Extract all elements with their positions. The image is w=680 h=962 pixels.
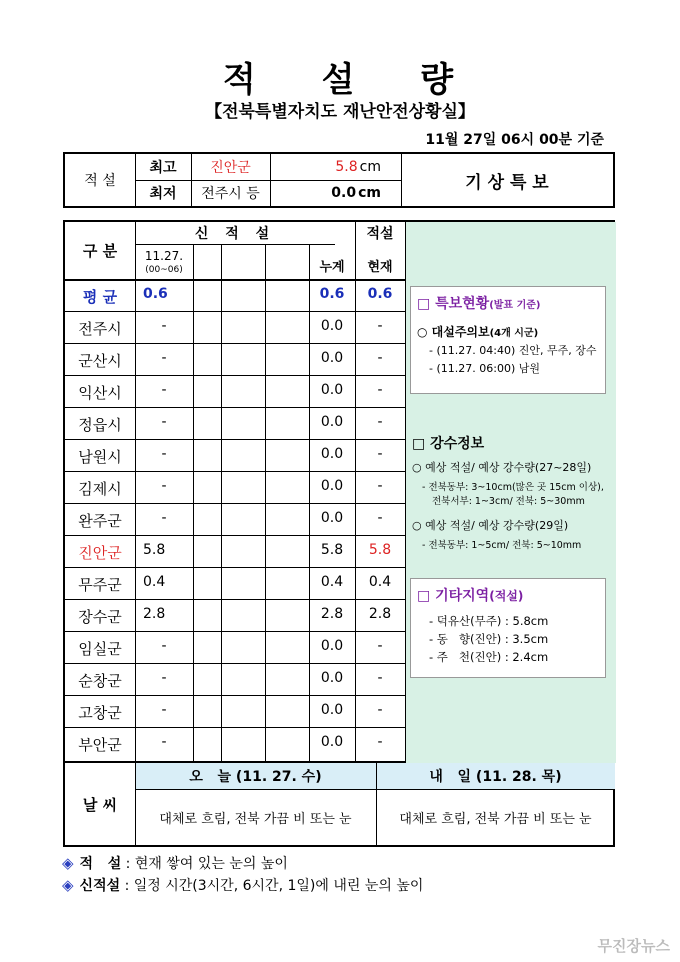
row-new-snow: -: [161, 638, 167, 654]
row-total: 0.0: [320, 670, 344, 686]
row-current: 5.8: [368, 542, 392, 558]
row-new-snow: -: [161, 702, 167, 718]
row-new-snow: -: [161, 414, 167, 430]
row-total: 0.0: [320, 414, 344, 430]
row-total: 0.0: [320, 638, 344, 654]
precip-title: □ 강수정보: [412, 436, 485, 452]
row-total: 0.0: [320, 318, 344, 334]
min-region: 전주시 등: [201, 186, 260, 202]
row-total: 0.4: [320, 574, 344, 590]
diamond-icon: ◈: [62, 876, 74, 894]
row-region-name: 장수군: [78, 608, 122, 626]
row-region-name: 무주군: [78, 576, 122, 594]
other-line2: - 동 향(진안) : 3.5cm: [429, 632, 549, 646]
row-region-name: 정읍시: [78, 416, 122, 434]
row-current: -: [377, 318, 383, 334]
min-unit: cm: [358, 185, 381, 201]
row-region-name: 진안군: [78, 544, 122, 562]
row-new-snow: -: [161, 446, 167, 462]
row-region-name: 순창군: [78, 672, 122, 690]
row-current: -: [377, 350, 383, 366]
warning-line1: - (11.27. 04:40) 진안, 무주, 장수: [429, 344, 597, 357]
warning-title: □ 특보현황: [417, 296, 490, 312]
max-value: 5.8: [335, 159, 358, 175]
page-subtitle: 【전북특별자치도 재난안전상황실】: [205, 102, 475, 122]
row-current: -: [377, 638, 383, 654]
row-total: 0.6: [319, 286, 345, 302]
precip-a-line2: 전북서부: 1~3cm/ 전북: 5~30mm: [432, 496, 585, 507]
row-total: 5.8: [320, 542, 344, 558]
row-new-snow: -: [161, 478, 167, 494]
row-current: -: [377, 510, 383, 526]
warning-item: ○ 대설주의보: [417, 325, 490, 339]
row-total: 0.0: [320, 478, 344, 494]
footnote-2: [62, 875, 423, 895]
page-title: 적 설 량: [222, 60, 458, 100]
row-new-snow: 0.4: [143, 574, 166, 590]
footnote-1: [62, 853, 288, 873]
summary-table: [63, 152, 615, 208]
footnote-1-desc: : 현재 쌓여 있는 눈의 높이: [125, 856, 288, 872]
row-region-name: 익산시: [78, 384, 122, 402]
info-panel: [405, 222, 616, 763]
other-title: □ 기타지역: [417, 588, 490, 604]
row-new-snow: -: [161, 350, 167, 366]
row-new-snow: -: [161, 670, 167, 686]
warning-title-note: (발표 기준): [489, 300, 541, 311]
row-new-snow: -: [161, 318, 167, 334]
col-current: 현재: [367, 260, 393, 275]
weather-tomorrow-header: 내 일 (11. 28. 목): [429, 769, 562, 785]
weather-label: 날 씨: [82, 795, 118, 814]
other-line1: - 덕유산(무주) : 5.8cm: [429, 614, 549, 628]
row-current: -: [377, 446, 383, 462]
min-value: 0.0: [331, 185, 357, 201]
snowfall-table: [63, 220, 615, 763]
precip-a-line1: - 전북동부: 3~10cm(많은 곳 15cm 이상),: [422, 482, 604, 493]
warning-line2: - (11.27. 06:00) 남원: [429, 362, 540, 375]
row-new-snow: 2.8: [143, 606, 166, 622]
header-accumulated: 적설: [366, 226, 394, 242]
weather-table: [63, 763, 615, 847]
max-region: 진안군: [210, 160, 251, 176]
row-region-name: 김제시: [78, 480, 122, 498]
row-current: -: [377, 702, 383, 718]
row-total: 0.0: [320, 350, 344, 366]
warning-header: 기 상 특 보: [465, 172, 549, 193]
row-current: -: [377, 382, 383, 398]
row-current: 0.6: [367, 286, 393, 302]
weather-today-header: 오 늘 (11. 27. 수): [189, 769, 322, 785]
other-region-box: [410, 578, 606, 678]
row-region-name: 임실군: [78, 640, 122, 658]
max-unit: cm: [359, 159, 381, 175]
footnote-2-term: 신적설: [79, 878, 121, 894]
precip-info: [412, 433, 612, 551]
watermark: 무진장뉴스: [597, 937, 670, 955]
precip-b-title: ○ 예상 적설/ 예상 강수량(29일): [412, 519, 569, 532]
row-current: 0.4: [368, 574, 392, 590]
other-title-note: (적설): [489, 589, 524, 603]
footnote-1-term: 적 설: [79, 856, 122, 872]
other-line3: - 주 천(진안) : 2.4cm: [429, 650, 549, 664]
summary-label: 적 설: [84, 173, 116, 189]
diamond-icon: ◈: [62, 854, 74, 872]
warning-status-box: [410, 286, 606, 394]
precip-a-title: ○ 예상 적설/ 예상 강수량(27~28일): [412, 461, 592, 474]
row-region-name: 전주시: [78, 320, 122, 338]
precip-b-line1: - 전북동부: 1~5cm/ 전북: 5~10mm: [422, 540, 582, 551]
row-current: -: [377, 670, 383, 686]
row-current: -: [377, 734, 383, 750]
row-total: 2.8: [320, 606, 344, 622]
max-label: 최고: [149, 160, 177, 176]
warning-item-note: (4개 시군): [489, 328, 539, 339]
footnote-2-desc: : 일정 시간(3시간, 6시간, 1일)에 내린 눈의 높이: [124, 878, 424, 894]
base-time: 11월 27일 06시 00분 기준: [425, 132, 604, 148]
row-region-name: 고창군: [78, 704, 122, 722]
row-total: 0.0: [320, 446, 344, 462]
col-total: 누계: [319, 260, 345, 275]
row-total: 0.0: [320, 702, 344, 718]
min-label: 최저: [149, 186, 177, 202]
row-total: 0.0: [320, 510, 344, 526]
header-region: 구 분: [82, 242, 118, 260]
row-region-name: 남원시: [78, 448, 122, 466]
row-current: 2.8: [368, 606, 392, 622]
row-total: 0.0: [320, 382, 344, 398]
col-time: (00~06): [145, 265, 183, 275]
row-new-snow: 5.8: [143, 542, 166, 558]
row-current: -: [377, 414, 383, 430]
row-new-snow: -: [161, 382, 167, 398]
row-current: -: [377, 478, 383, 494]
row-region-name: 완주군: [78, 512, 122, 530]
weather-today: 대체로 흐림, 전북 가끔 비 또는 눈: [159, 811, 352, 827]
row-new-snow: 0.6: [143, 286, 168, 302]
row-total: 0.0: [320, 734, 344, 750]
row-new-snow: -: [161, 734, 167, 750]
row-new-snow: -: [161, 510, 167, 526]
col-date: 11.27.: [144, 249, 184, 263]
weather-tomorrow: 대체로 흐림, 전북 가끔 비 또는 눈: [399, 811, 592, 827]
row-region-name: 부안군: [78, 736, 122, 754]
header-new-snow: 신 적 설: [194, 226, 276, 242]
row-region-name: 군산시: [78, 352, 122, 370]
row-region-name: 평 균: [82, 288, 118, 306]
